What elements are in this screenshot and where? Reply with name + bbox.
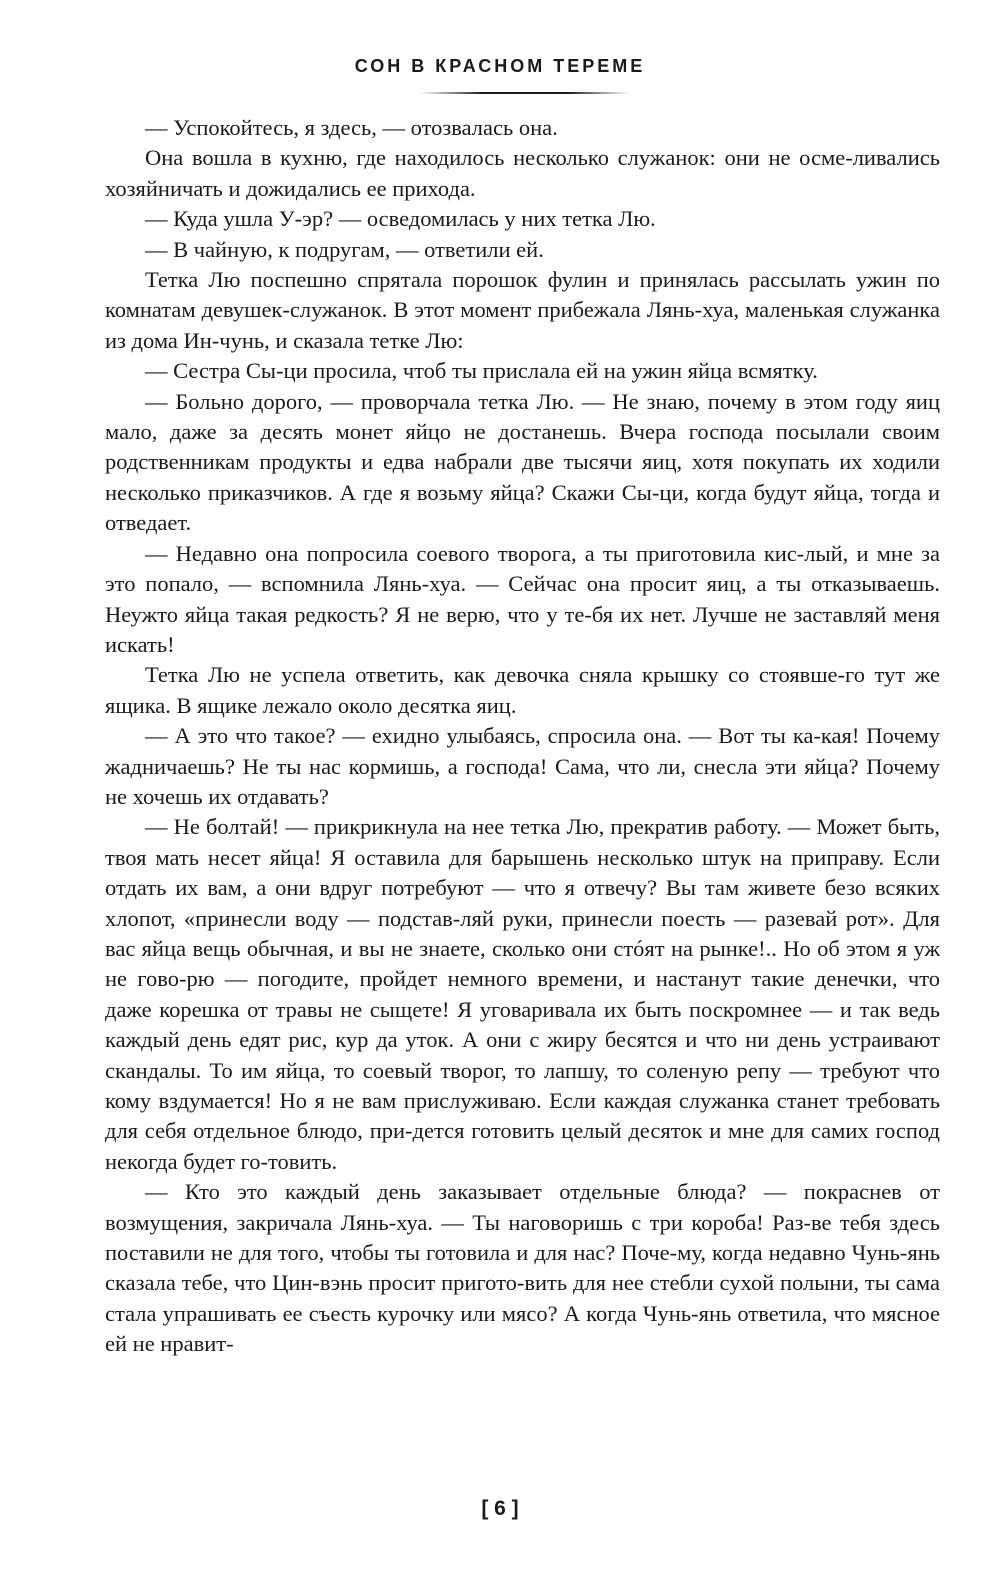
paragraph: — Сестра Сы-ци просила, чтоб ты прислала ей на ужин яйца всмятку. xyxy=(145,358,818,384)
paragraph: — Недавно она попросила соевого творога, а ты приготовила кис-лый, и мне за это попало, — вспомнила Лянь-хуа. — Сейчас она просит яиц, а ты отказываешь. Неужто яйца такая редкость? Я не верю, что у те-бя их нет. Лучше не заставляй меня искать! xyxy=(105,540,940,657)
paragraph: — Не болтай! — прикрикнула на нее тетка Лю, прекратив работу. — Может быть, твоя мать несет яйца! Я оставила для барышень несколько штук на приправу. Если отдать их вам, а они вдруг потребуют — что я отвечу? Вы там живете безо всяких хлопот, «принесли воду — подстав-ляй руки, принесли поесть — разевай рот». Для вас яйца вещь обычная, и вы не знаете, сколько они стóят на рынке!.. Но об этом я уж не гово-рю — погодите, пройдет немного времени, и настанут такие денечки, что даже корешка от травы не сыщете! Я уговаривала их быть поскромнее — и так ведь каждый день едят рис, кур да уток. А они с жиру бесятся и что ни день устраивают скандалы. То им яйца, то соевый творог, то лапшу, то соленую репу — требуют что кому вздумается! Но я не вам прислуживаю. Если каждая служанка станет требовать для себя отдельное блюдо, при-дется готовить целый десяток и мне для самих господ некогда будет го-товить. xyxy=(105,814,940,1174)
paragraph: Она вошла в кухню, где находилось несколько служанок: они не осме-ливались хозяйничать и дожидались ее прихода. xyxy=(105,145,940,201)
paragraph: Тетка Лю не успела ответить, как девочка сняла крышку со стоявше-го тут же ящика. В ящике лежало около десятка яиц. xyxy=(105,662,940,718)
paragraph: Тетка Лю поспешно спрятала порошок фулин и принялась рассылать ужин по комнатам девушек-служанок. В этот момент прибежала Лянь-хуа, маленькая служанка из дома Ин-чунь, и сказала тетке Лю: xyxy=(105,267,940,353)
paragraph: — Куда ушла У-эр? — осведомилась у них тетка Лю. xyxy=(145,206,656,232)
paragraph: — Больно дорого, — проворчала тетка Лю. — Не знаю, почему в этом году яиц мало, даже за десять монет яйцо не достанешь. Вчера господа посылали своим родственникам продукты и едва набрали две тысячи яиц, хотя покупать их ходили несколько приказчиков. А где я возьму яйца? Скажи Сы-ци, когда будут яйца, тогда и отведает. xyxy=(105,388,940,536)
paragraph: — В чайную, к подругам, — ответили ей. xyxy=(145,236,544,262)
text-body xyxy=(105,113,940,1360)
paragraph: — А это что такое? — ехидно улыбаясь, спросила она. — Вот ты ка-кая! Почему жадничаешь? Не ты нас кормишь, а господа! Сама, что ли, снесла эти яйца? Почему не хочешь их отдавать? xyxy=(105,723,940,809)
page-number: [ 6 ] xyxy=(481,1497,519,1520)
paragraph: — Успокойтесь, я здесь, — отозвалась она. xyxy=(145,115,558,140)
paragraph: — Кто это каждый день заказывает отдельные блюда? — покраснев от возмущения, закричала Лянь-хуа. — Ты наговоришь с три короба! Раз-ве тебя здесь поставили не для того, чтобы ты готовила и для нас? Поче-му, когда недавно Чунь-янь сказала тебе, что Цин-вэнь просит пригото-вить для нее стебли сухой полыни, ты сама стала упрашивать ее съесть курочку или мясо? А когда Чунь-янь ответила, что мясное ей не нравит- xyxy=(105,1179,940,1357)
running-head-title: СОН В КРАСНОМ ТЕРЕМЕ xyxy=(354,56,646,76)
header-rule xyxy=(420,92,630,94)
